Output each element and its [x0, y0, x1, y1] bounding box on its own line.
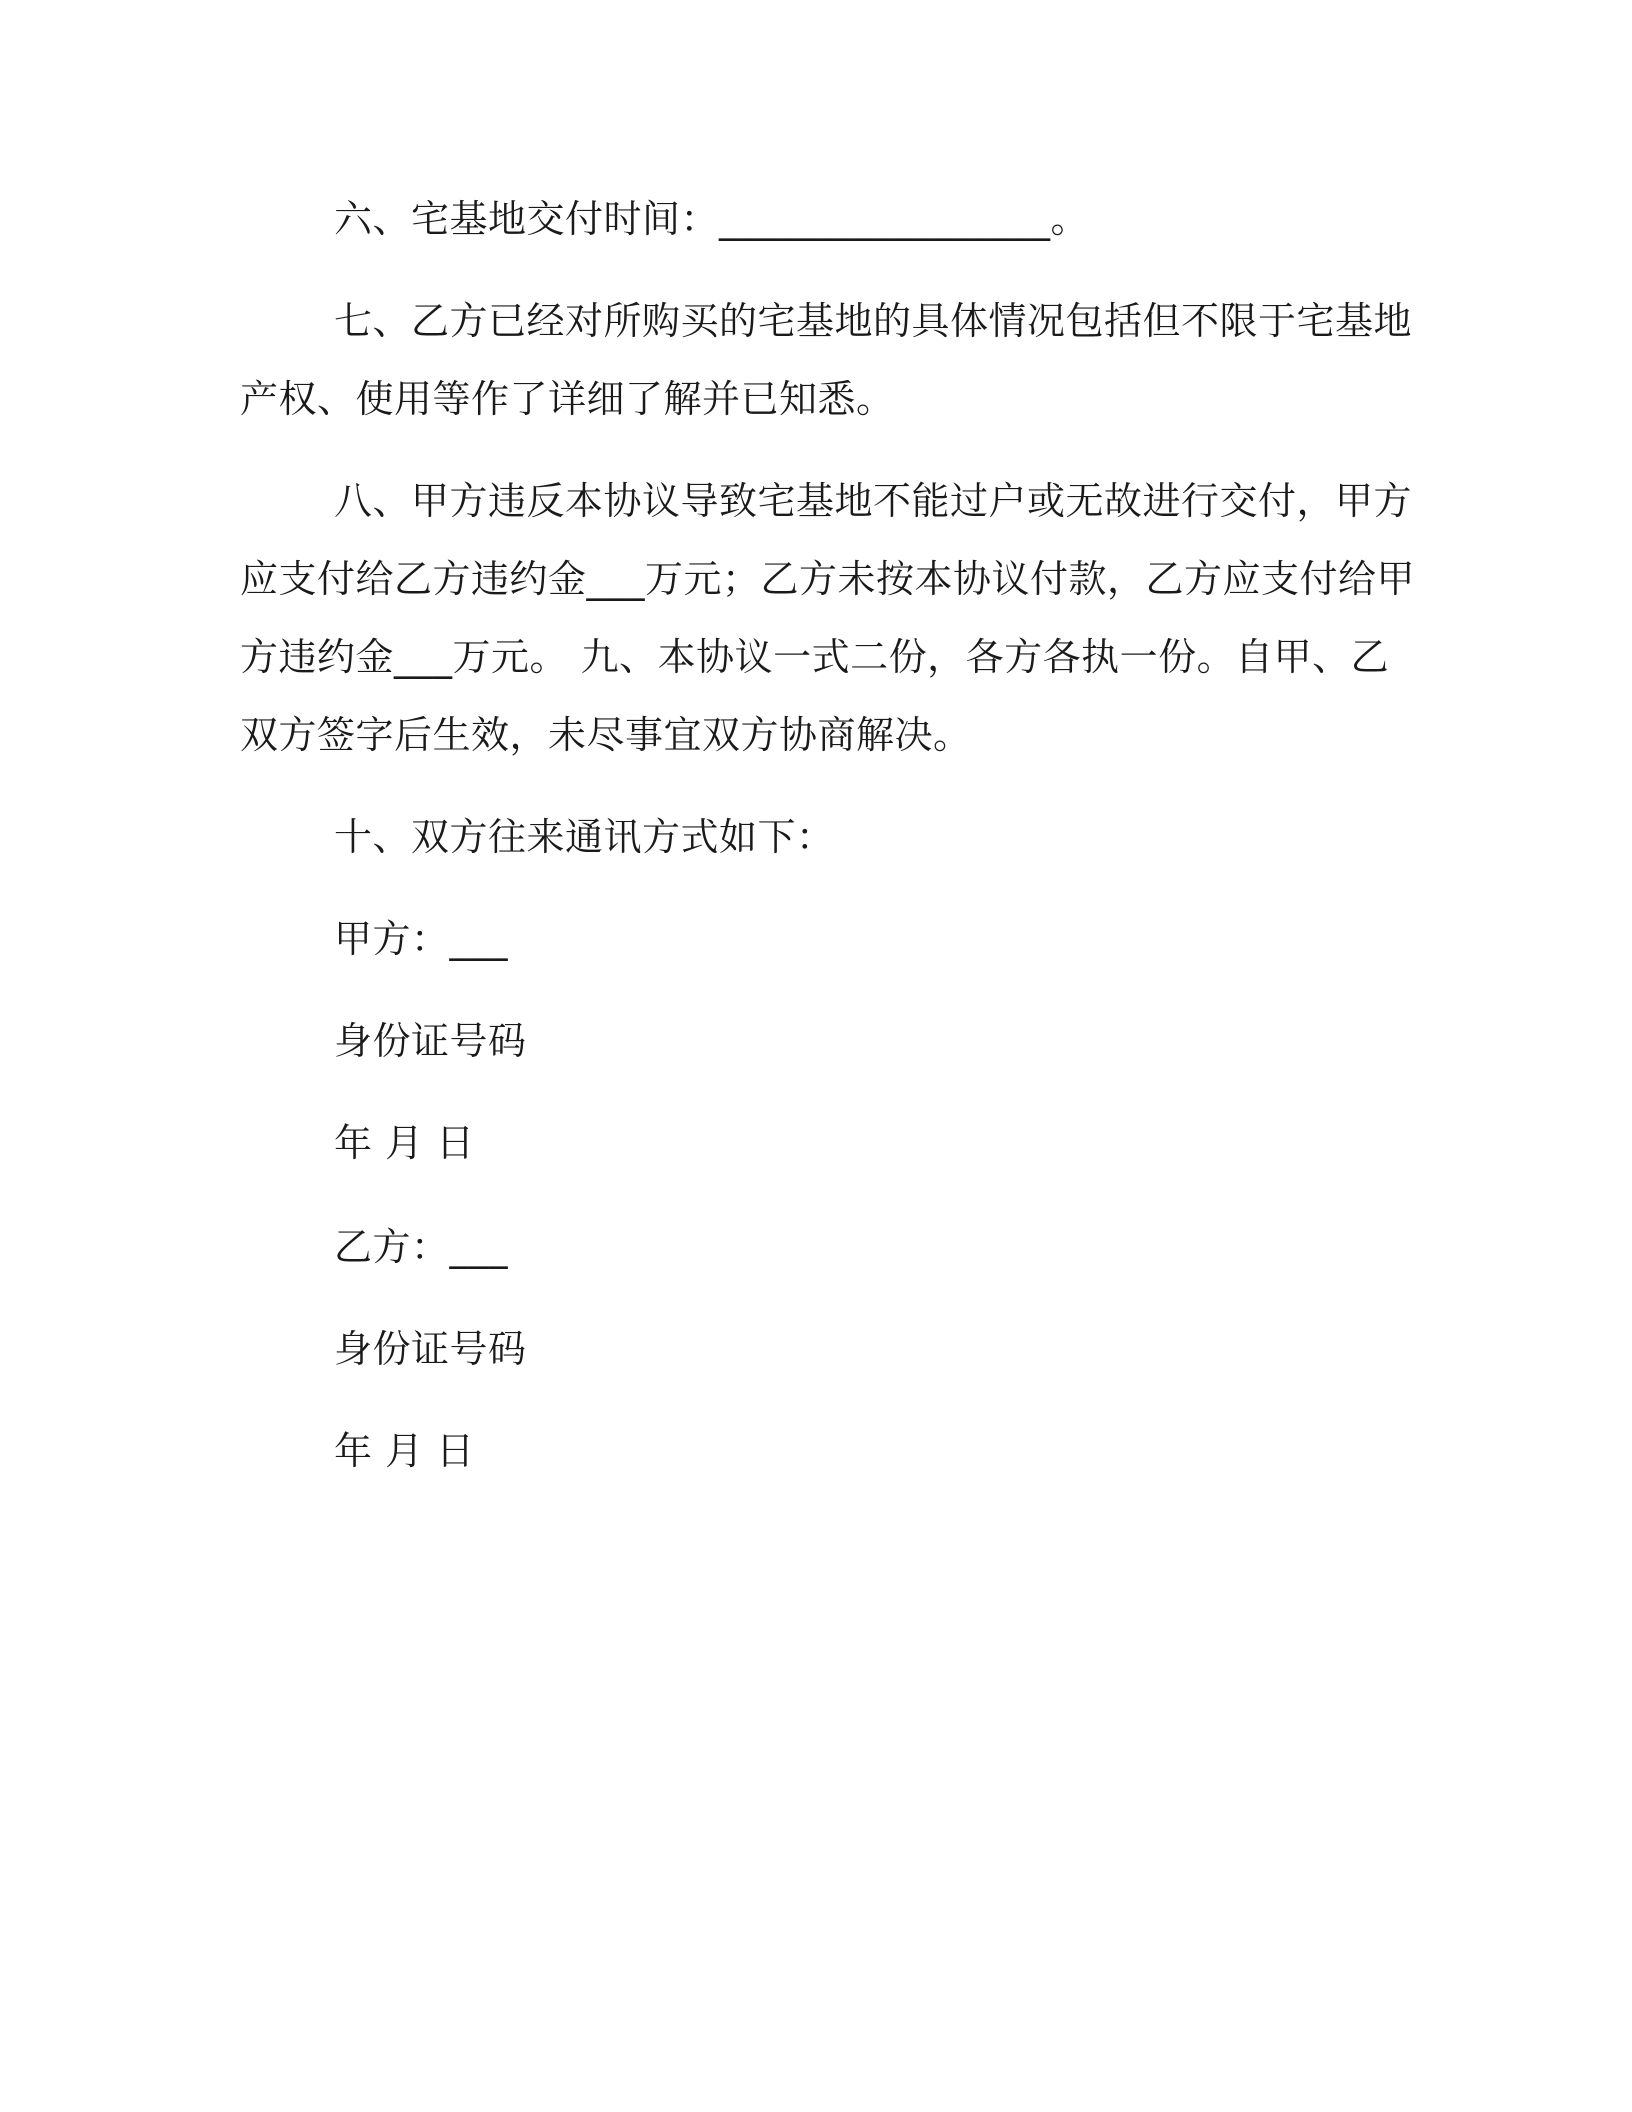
clause-8-line-3: 方违约金___万元。 九、本协议一式二份，各方各执一份。自甲、乙	[240, 635, 1390, 679]
party-a-name: 甲方：___	[334, 917, 509, 961]
clause-6: 六、宅基地交付时间：_________________。	[334, 197, 1090, 241]
clause-8-line-2: 应支付给乙方违约金___万元；乙方未按本协议付款，乙方应支付给甲	[240, 557, 1416, 601]
party-b-id-label: 身份证号码	[334, 1327, 527, 1371]
clause-10: 十、双方往来通讯方式如下：	[334, 815, 835, 859]
party-b-name: 乙方：___	[334, 1225, 509, 1269]
clause-8-line-4: 双方签字后生效，未尽事宜双方协商解决。	[240, 713, 972, 757]
clause-7-line-1: 七、乙方已经对所购买的宅基地的具体情况包括但不限于宅基地	[334, 299, 1413, 343]
party-b-date: 年 月 日	[334, 1429, 475, 1473]
party-a-date: 年 月 日	[334, 1121, 475, 1165]
clause-7-line-2: 产权、使用等作了详细了解并已知悉。	[240, 377, 895, 421]
party-a-id-label: 身份证号码	[334, 1019, 527, 1063]
clause-8-line-1: 八、甲方违反本协议导致宅基地不能过户或无故进行交付，甲方	[334, 479, 1413, 523]
